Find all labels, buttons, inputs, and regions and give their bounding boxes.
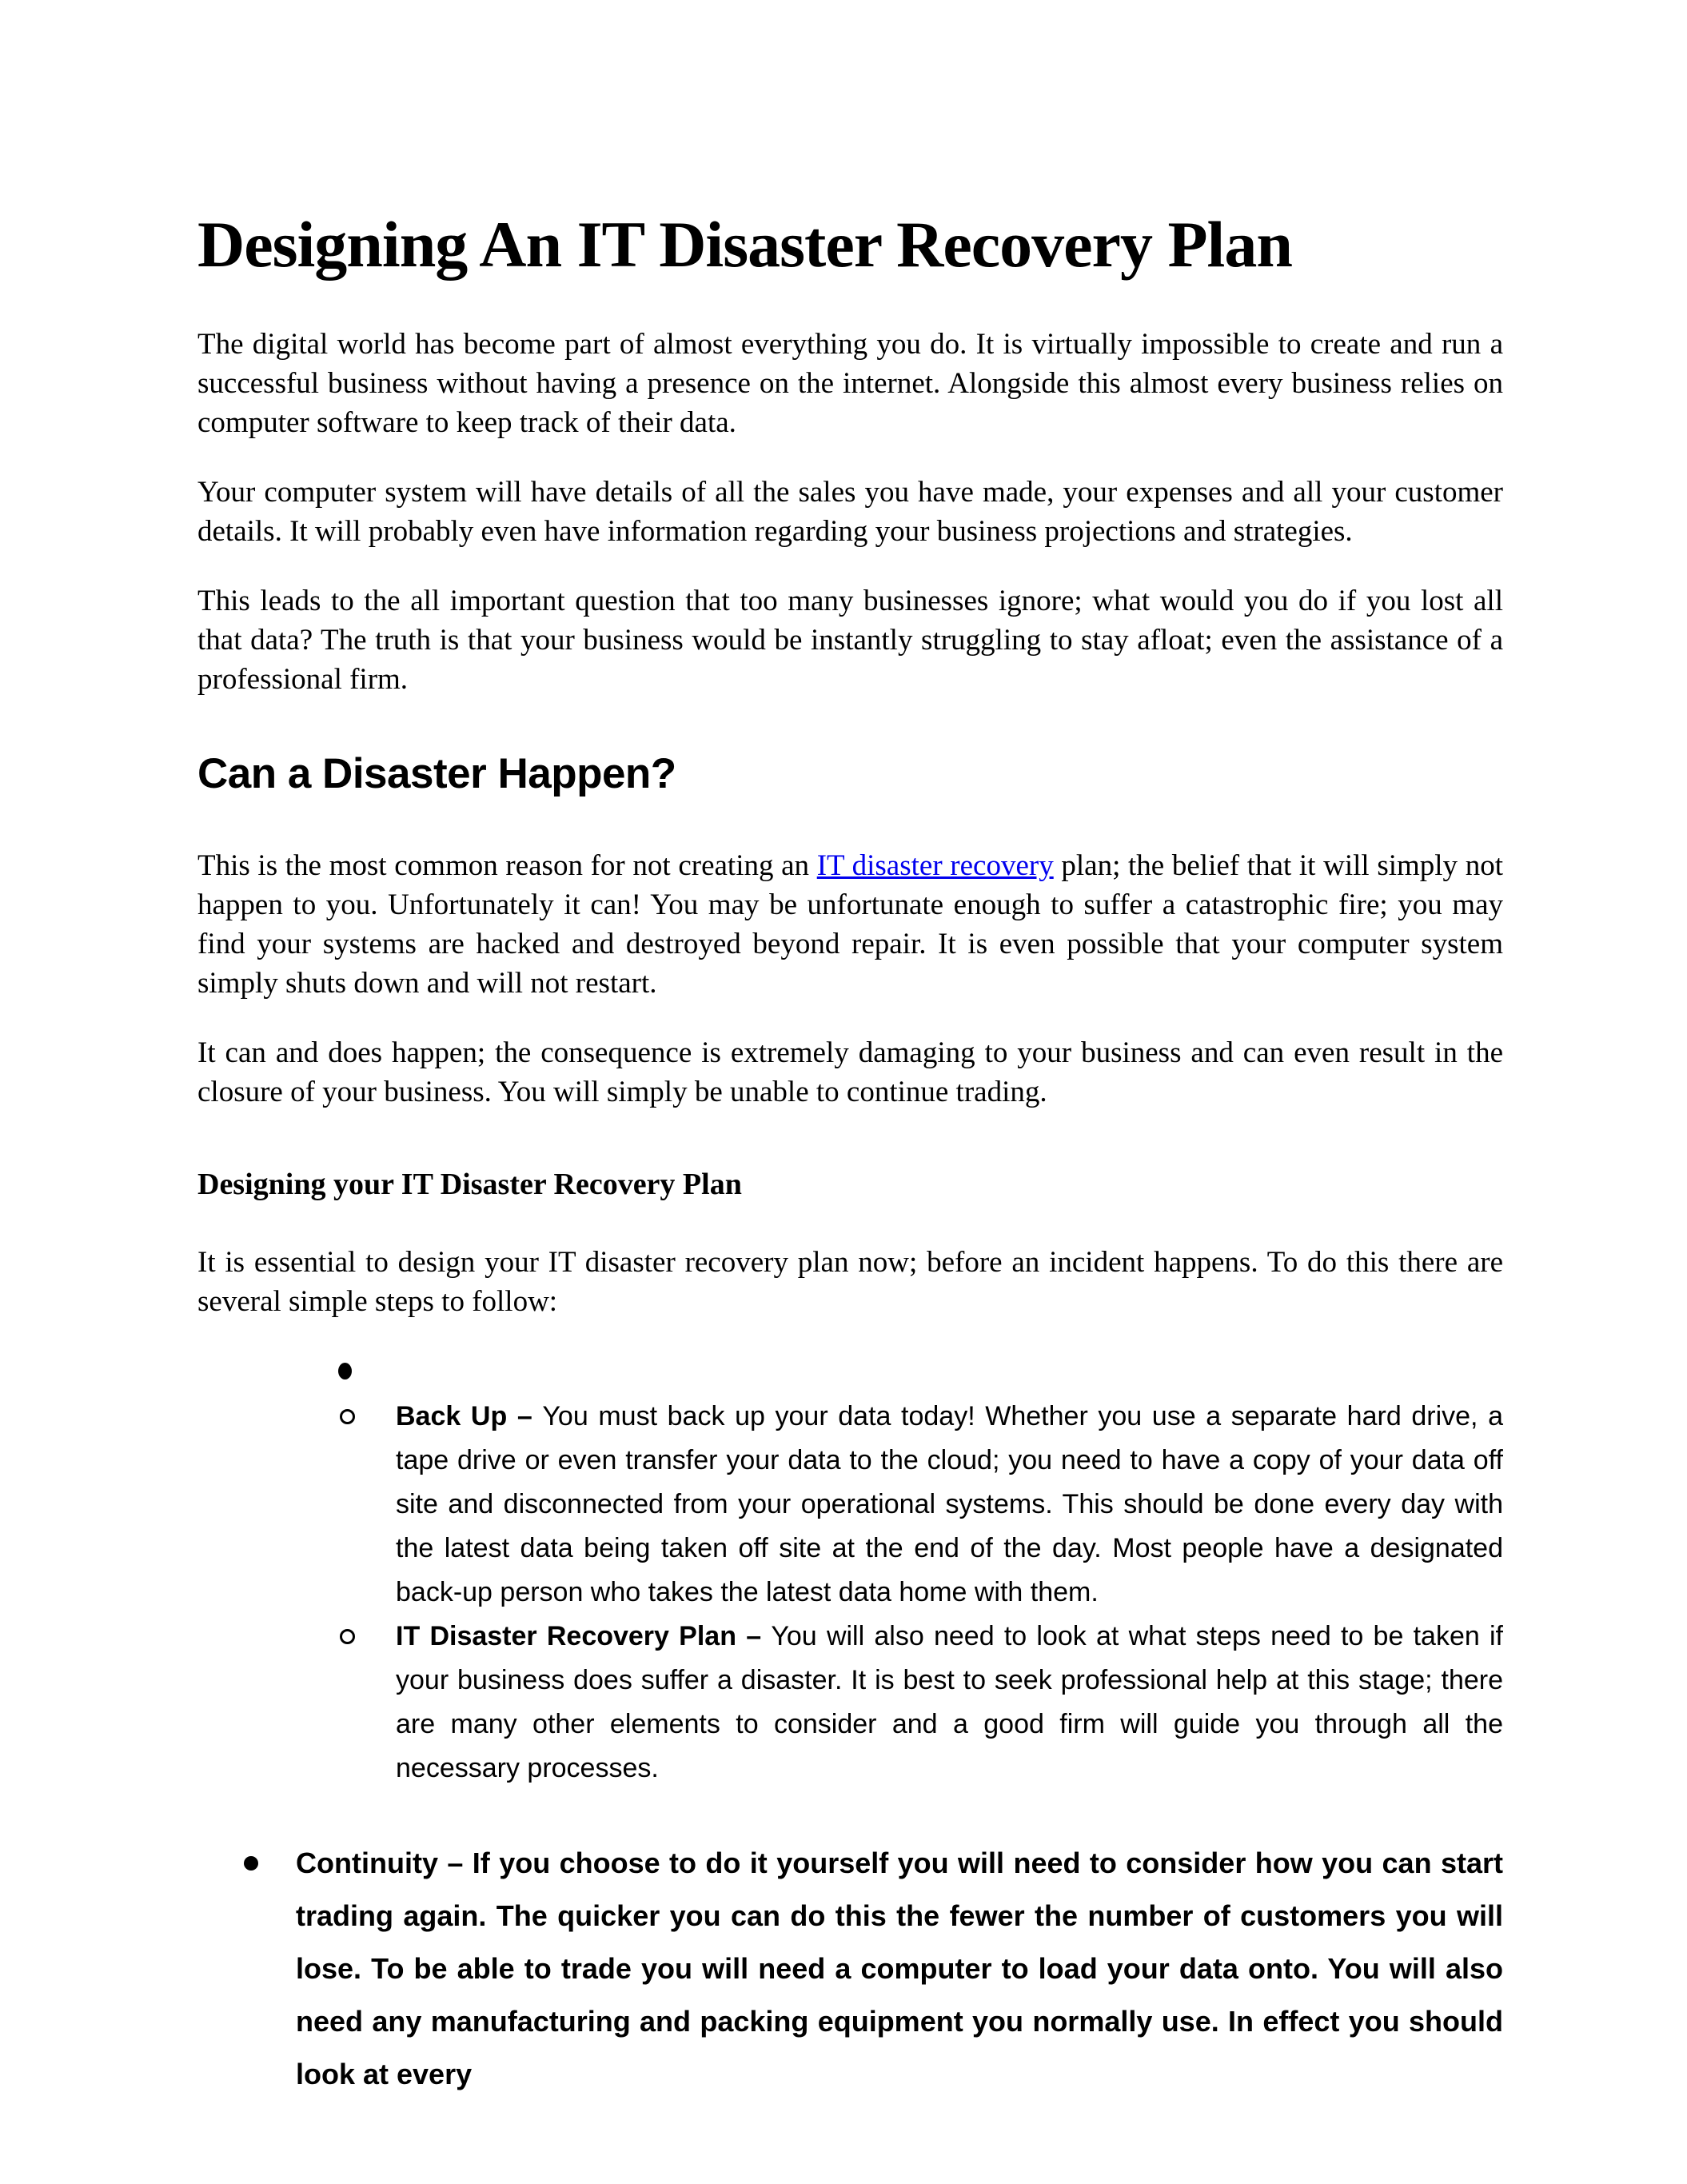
list-item-back-up-lead: Back Up – — [396, 1401, 543, 1431]
section-heading-can-a-disaster-happen: Can a Disaster Happen? — [197, 750, 676, 797]
paragraph-important-question: This leads to the all important question that too many businesses ignore; what would you do if you lost all that data? The truth is that your business would be instantly struggling to stay afloat; even the assistance of a professional firm. — [197, 585, 1503, 696]
paragraph-intro: The digital world has become part of almost everything you do. It is virtually impossible to create and run a successful business without having a presence on the internet. Alongside this almost every business relies on computer software to keep track of their data. — [197, 328, 1503, 439]
bullet-disc-icon — [338, 1363, 352, 1379]
paragraph-common-reason-before-link: This is the most common reason for not creating an — [197, 849, 817, 882]
paragraph-common-reason — [197, 846, 1503, 1003]
paragraph-computer-system: Your computer system will have details of all the sales you have made, your expenses and all your customer details. It will probably even have information regarding your business projections and strategies. — [197, 476, 1503, 548]
list-item-back-up — [396, 1395, 1503, 1615]
bullet-disc-icon — [244, 1856, 258, 1871]
list-item-back-up-text: You must back up your data today! Whether you use a separate hard drive, a tape drive or even transfer your data to the cloud; you need to have a copy of your data off site and disconnected from your operational systems. This should be done every day with the latest data being taken off site at the end of the day. Most people have a designated back-up person who takes the latest data home with them. — [396, 1401, 1504, 1607]
document-title: Designing An IT Disaster Recovery Plan — [197, 208, 1292, 281]
it-disaster-recovery-link[interactable]: IT disaster recovery — [816, 849, 1054, 882]
paragraph-common-reason-after-link: plan; the belief that it will simply not happen to you. Unfortunately it can! You may be unfortunate enough to suffer a catastrophic fire; you may find your systems are hacked and destroyed beyond repair. It is even possible that your computer system simply shuts down and will not restart. — [197, 849, 1503, 1000]
list-item-continuity — [296, 1837, 1503, 2101]
paragraph-it-can-happen: It can and does happen; the consequence is extremely damaging to your business and can even result in the closure of your business. You will simply be unable to continue trading. — [197, 1036, 1503, 1108]
bullet-circle-icon — [340, 1629, 355, 1644]
paragraph-essential-to-design: It is essential to design your IT disaster recovery plan now; before an incident happens. To do this there are several simple steps to follow: — [197, 1246, 1503, 1318]
sub-heading-designing-plan: Designing your IT Disaster Recovery Plan — [197, 1168, 742, 1201]
list-item-continuity-text: If you choose to do it yourself you will need to consider how you can start trading again. The quicker you can do this the fewer the number of customers you will lose. To be able to trade you will need a computer to load your data onto. You will also need any manufacturing and packing equipment you normally use. In effect you should look at every — [296, 1847, 1503, 2090]
bullet-circle-icon — [340, 1409, 355, 1424]
list-item-it-plan-text: You will also need to look at what steps need to be taken if your business does suffer a disaster. It is best to seek professional help at this stage; there are many other elements to consider and a good firm will guide you through all the necessary processes. — [396, 1621, 1503, 1783]
list-item-it-plan-lead: IT Disaster Recovery Plan – — [396, 1621, 772, 1651]
list-item-it-disaster-recovery-plan — [396, 1615, 1503, 1791]
list-item-empty — [340, 1352, 1503, 1390]
list-item-continuity-lead: Continuity – — [296, 1847, 473, 1879]
